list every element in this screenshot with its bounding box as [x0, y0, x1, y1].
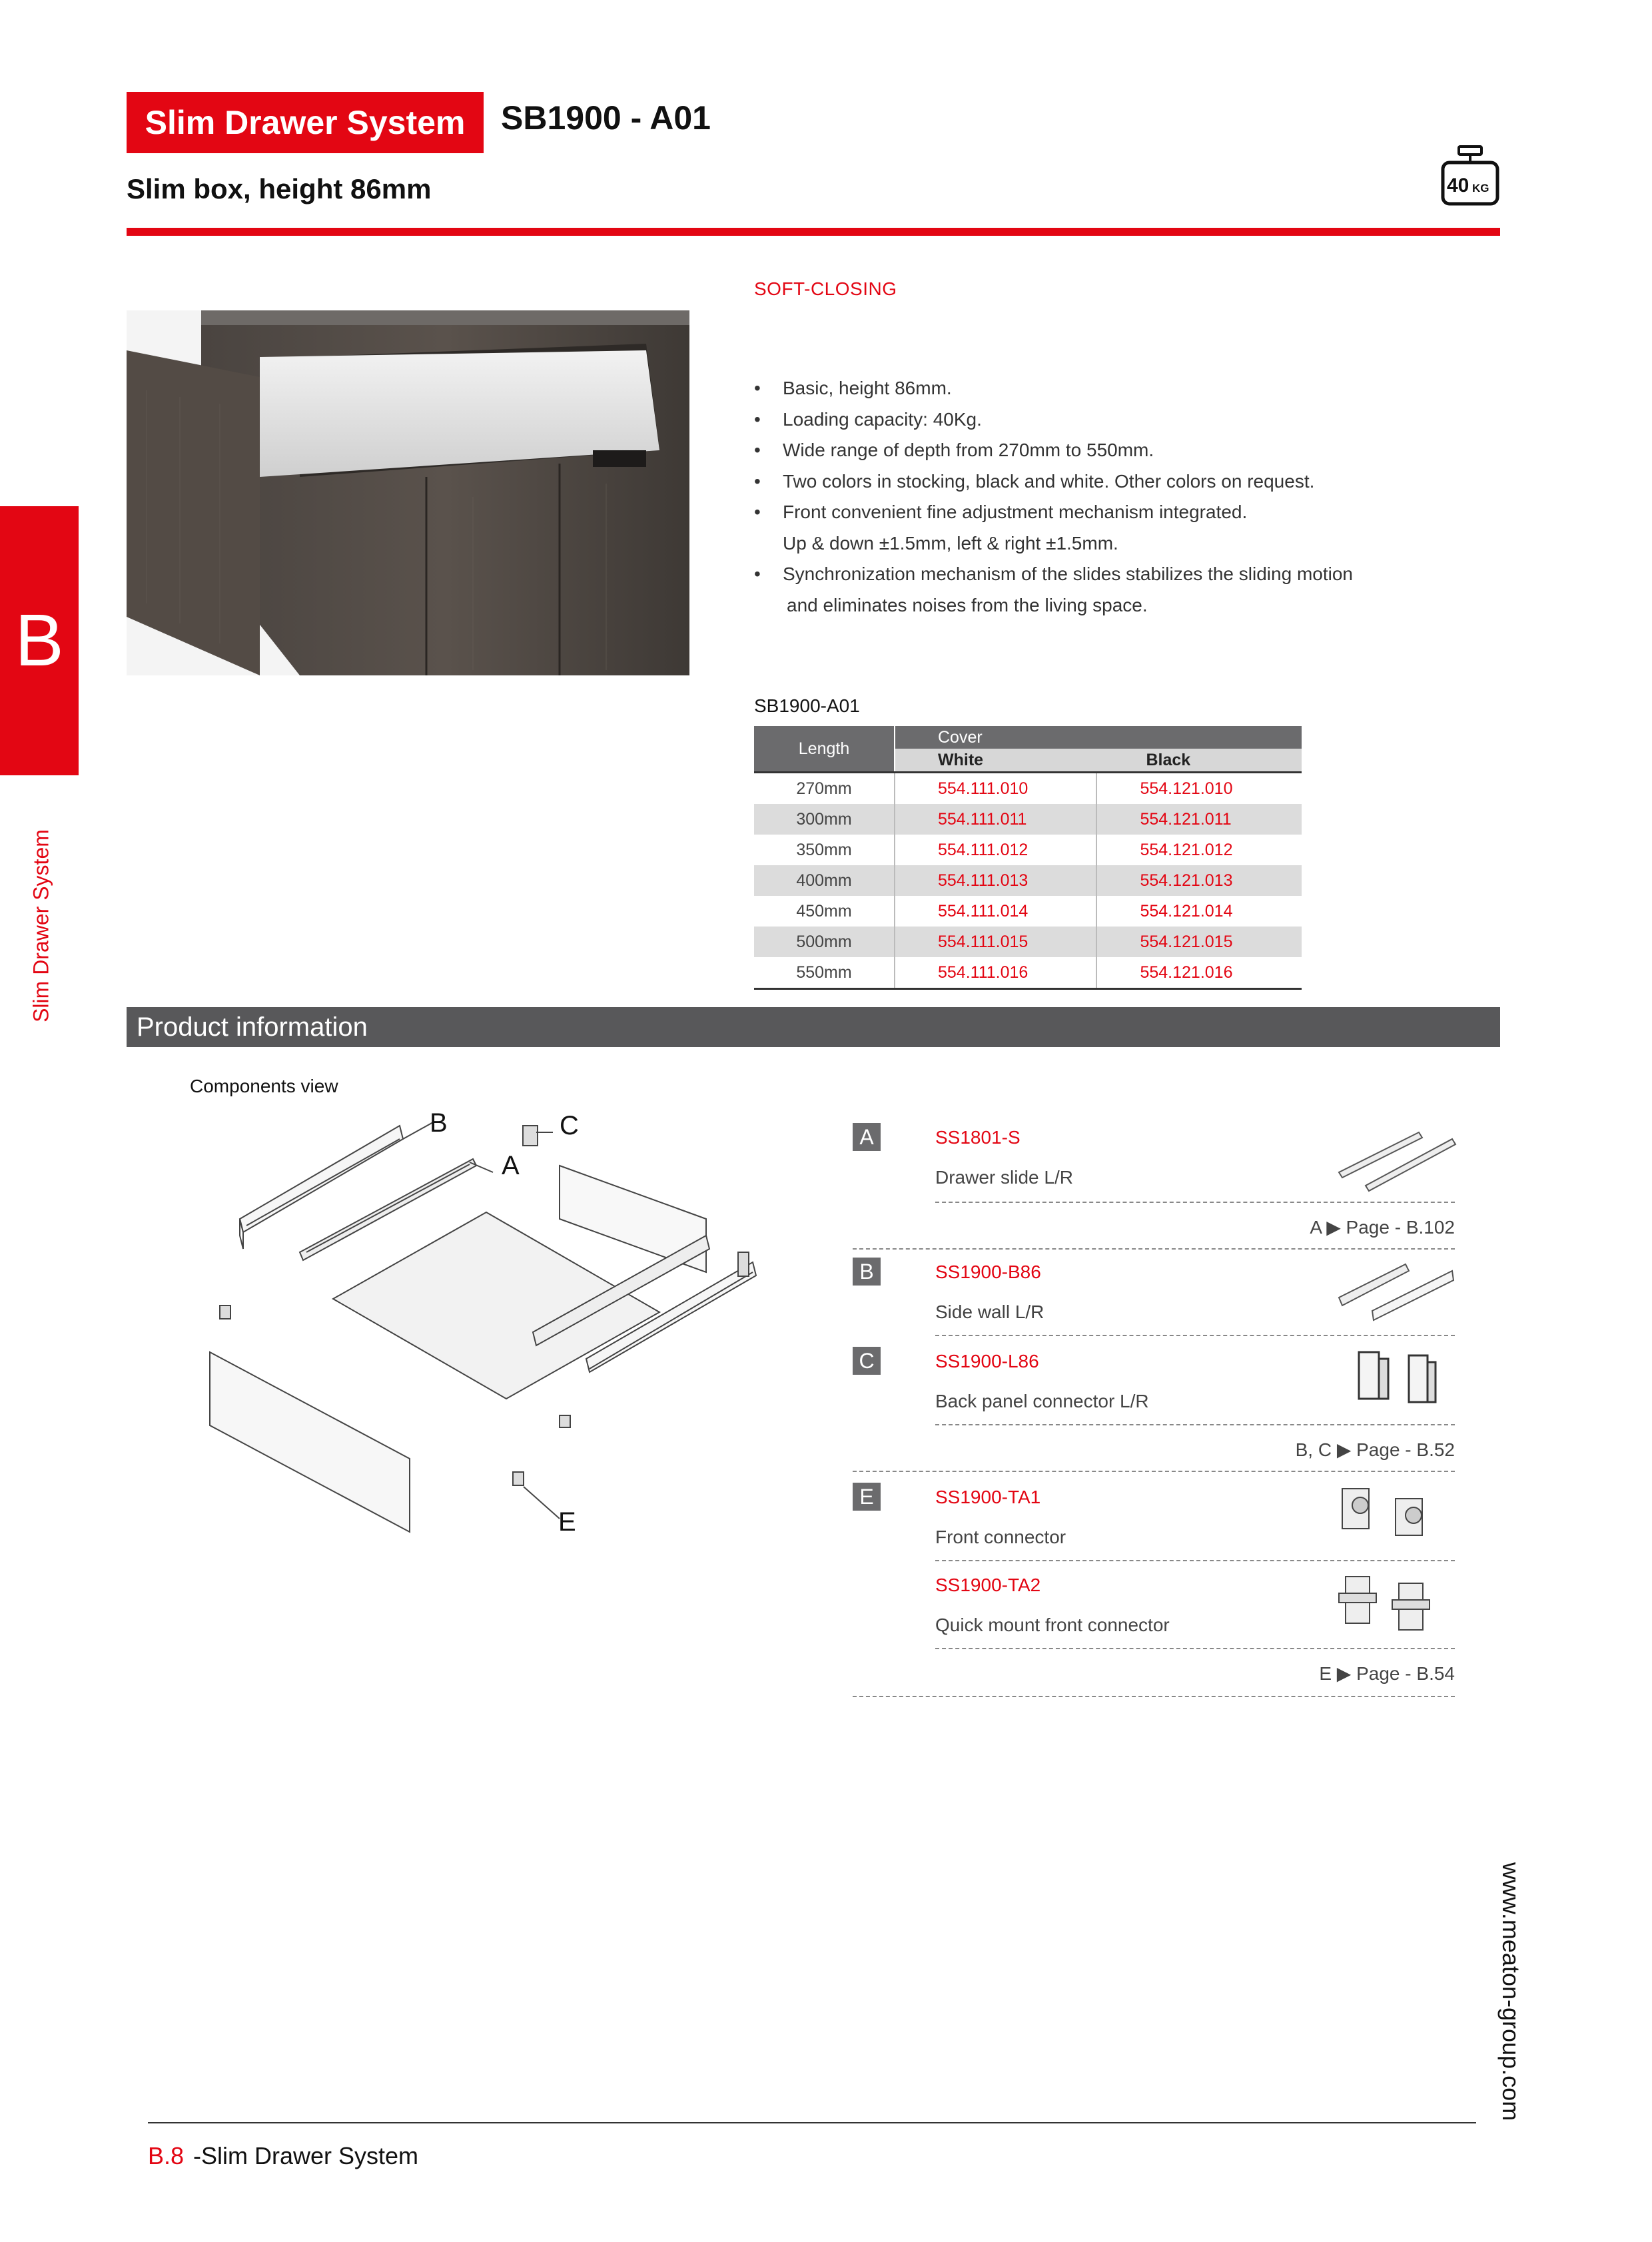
feature-item: • Two colors in stocking, black and white. Other colors on request.	[754, 470, 1315, 492]
section-letter: B	[15, 599, 64, 681]
table-cell: 554.121.015	[1096, 927, 1302, 957]
exploded-view-drawing	[200, 1112, 773, 1545]
component-code: SS1900-B86	[935, 1262, 1041, 1282]
table-cell: 554.121.011	[1096, 804, 1302, 835]
section-label: Slim Drawer System	[29, 829, 53, 1022]
component-desc: Front connector	[935, 1527, 1066, 1547]
component-desc: Quick mount front connector	[935, 1615, 1170, 1635]
page-reference: B, C ▶ Page - B.52	[1295, 1439, 1455, 1460]
footer-divider	[148, 2122, 1476, 2123]
table-cell: 554.111.013	[895, 865, 1096, 896]
table-cell: 550mm	[754, 957, 895, 989]
component-letter: C	[853, 1347, 881, 1375]
back-panel-connector-thumbnail	[1352, 1345, 1446, 1415]
component-desc: Side wall L/R	[935, 1302, 1044, 1322]
feature-item: • Synchronization mechanism of the slides stabilizes the sliding motion	[754, 563, 1353, 584]
feature-heading: SOFT-CLOSING	[754, 278, 897, 299]
column-header-cover: Cover	[895, 726, 1302, 749]
model-number: SB1900 - A01	[501, 99, 711, 137]
components-title: Components view	[190, 1076, 338, 1096]
table-row	[754, 896, 1302, 927]
table-cell: 300mm	[754, 804, 895, 835]
page-title: Slim Drawer System	[127, 92, 484, 153]
callout-e: E	[558, 1507, 576, 1537]
weight-icon	[1440, 145, 1500, 206]
table-cell: 554.111.011	[895, 804, 1096, 835]
table-cell: 500mm	[754, 927, 895, 957]
weight-value: 40	[1447, 175, 1469, 196]
component-letter: B	[853, 1258, 881, 1286]
feature-item: • Wide range of depth from 270mm to 550mm.	[754, 440, 1154, 460]
table-cell: 554.111.012	[895, 835, 1096, 865]
table-cell: 554.121.016	[1096, 957, 1302, 989]
table-cell: 554.111.015	[895, 927, 1096, 957]
dashed-divider	[935, 1202, 1455, 1203]
spec-table	[754, 726, 1302, 990]
dashed-divider	[853, 1471, 1455, 1472]
dashed-divider	[935, 1560, 1455, 1561]
feature-item: Up & down ±1.5mm, left & right ±1.5mm.	[783, 532, 1118, 554]
callout-b: B	[430, 1108, 448, 1138]
drawer-slide-thumbnail	[1332, 1119, 1459, 1196]
page-reference: E ▶ Page - B.54	[1319, 1663, 1455, 1684]
column-header-black: Black	[1096, 749, 1302, 773]
dashed-divider	[935, 1424, 1455, 1425]
table-cell: 400mm	[754, 865, 895, 896]
dashed-divider	[935, 1335, 1455, 1336]
table-cell: 554.111.010	[895, 773, 1096, 805]
callout-c: C	[560, 1111, 579, 1140]
column-header-length: Length	[754, 726, 895, 773]
table-cell: 450mm	[796, 901, 852, 921]
component-code: SS1801-S	[935, 1127, 1021, 1148]
table-title: SB1900-A01	[754, 695, 860, 716]
footer-section-name: -Slim Drawer System	[193, 2142, 419, 2169]
component-code: SS1900-TA1	[935, 1487, 1041, 1507]
weight-unit: KG	[1472, 182, 1489, 194]
component-code: SS1900-L86	[935, 1351, 1039, 1371]
quick-mount-connector-thumbnail	[1332, 1567, 1452, 1643]
component-letter: A	[853, 1123, 881, 1151]
component-code: SS1900-TA2	[935, 1575, 1041, 1595]
table-cell: 554.121.010	[1096, 773, 1302, 805]
table-cell: 554.111.014	[895, 896, 1096, 927]
dashed-divider	[853, 1248, 1455, 1250]
table-row	[754, 957, 1302, 989]
component-desc: Back panel connector L/R	[935, 1391, 1149, 1411]
table-cell: 554.111.016	[895, 957, 1096, 989]
dashed-divider	[853, 1696, 1455, 1697]
side-wall-thumbnail	[1332, 1258, 1459, 1327]
column-header-white: White	[895, 749, 1096, 773]
table-row	[754, 927, 1302, 957]
table-row	[754, 773, 1302, 805]
product-photo	[127, 310, 689, 675]
dashed-divider	[935, 1648, 1455, 1649]
table-cell: 554.121.012	[1096, 835, 1302, 865]
component-letter: E	[853, 1483, 881, 1511]
front-connector-thumbnail	[1332, 1479, 1452, 1555]
table-row	[754, 865, 1302, 896]
table-cell: 554.121.013	[1096, 865, 1302, 896]
feature-item: • Loading capacity: 40Kg.	[754, 408, 982, 430]
table-cell: 350mm	[796, 840, 852, 859]
table-row	[754, 835, 1302, 865]
website-link[interactable]: www.meaton-group.com	[1497, 1862, 1525, 2121]
table-cell: 270mm	[796, 779, 852, 798]
feature-item: and eliminates noises from the living space.	[787, 594, 1148, 615]
table-cell: 554.121.014	[1096, 896, 1302, 927]
feature-item: • Front convenient fine adjustment mechanism integrated.	[754, 502, 1248, 522]
table-row	[754, 804, 1302, 835]
page-reference: A ▶ Page - B.102	[1310, 1217, 1455, 1238]
callout-a: A	[502, 1151, 520, 1180]
page-number: B.8	[148, 2142, 185, 2169]
component-desc: Drawer slide L/R	[935, 1167, 1073, 1188]
feature-item: • Basic, height 86mm.	[754, 378, 952, 398]
page-subtitle: Slim box, height 86mm	[127, 173, 432, 204]
section-title: Product information	[137, 1012, 368, 1042]
header-divider	[127, 228, 1500, 236]
feature-list	[754, 373, 1447, 621]
